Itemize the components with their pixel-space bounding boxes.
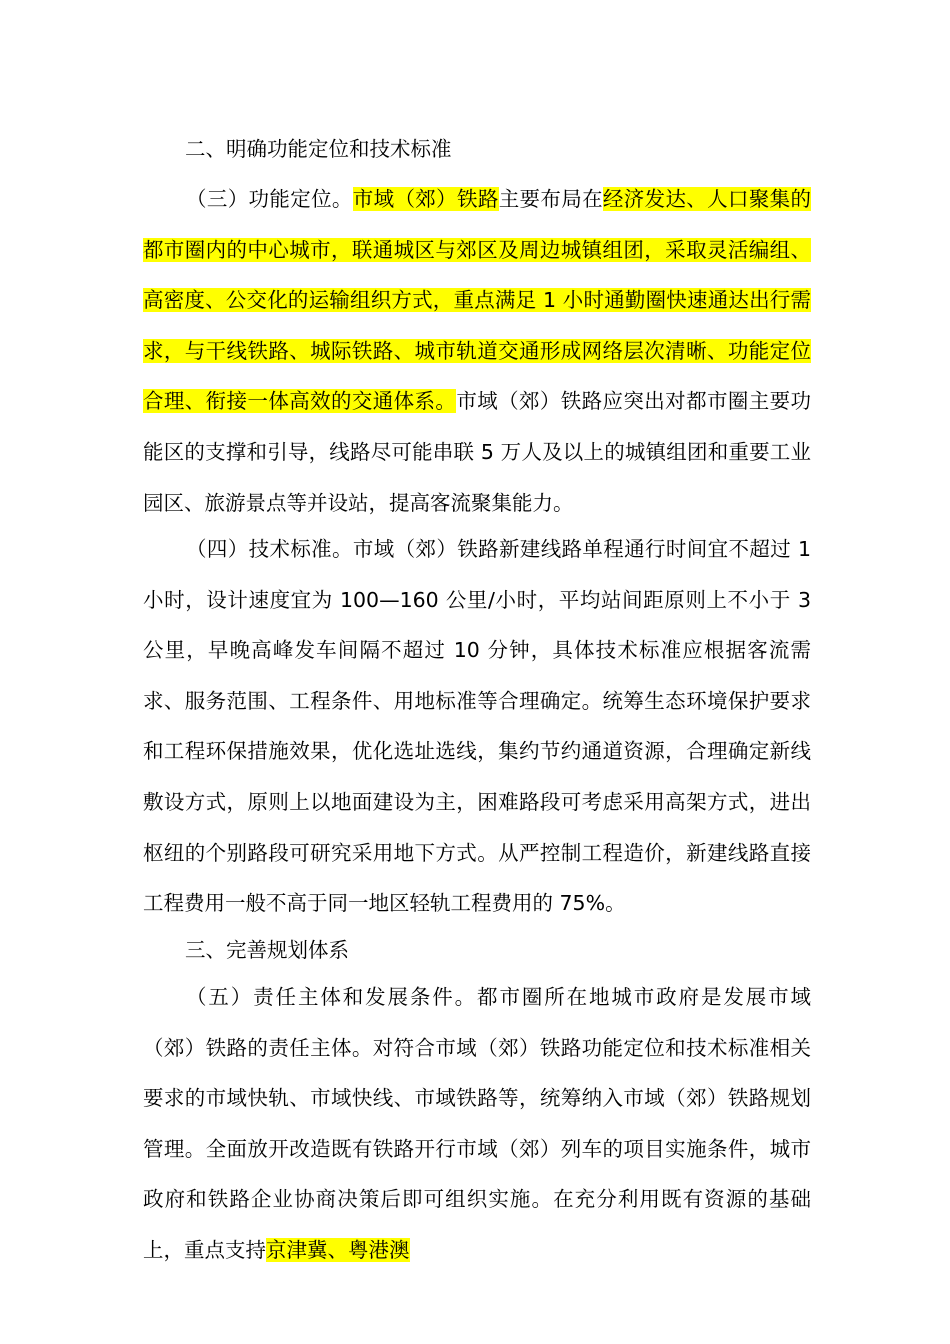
p3-highlight-2: 经济发达、人口聚集的都市圈内的中心城市，联通城区与郊区及周边城镇组团，采取灵活编组、高密度、公交化的运输组织方式，重点满足 1 小时通勤圈快速通达出行需求，与干线铁路、城际铁路、城市轨道交通形成网络层次清晰、功能定位合理、衔接一体高效的交通体系。 [143,187,812,414]
paragraph-technical-standard: （四）技术标准。市域（郊）铁路新建线路单程通行时间宜不超过 1 小时，设计速度宜为 100—160 公里/小时，平均站间距原则上不小于 3 公里，早晚高峰发车间隔不超过 10 分钟，具体技术标准应根据客流需求、服务范围、工程条件、用地标准等合理确定。统筹生态环境保护要求和工程环保措施效果，优化选址选线，集约节约通道资源，合理确定新线敷设方式，原则上以地面建设为主，困难路段可考虑采用高架方式，进出枢纽的个别路段可研究采用地下方式。从严控制工程造价，新建线路直接工程费用一般不高于同一地区轻轨工程费用的 75%。 [143,537,811,916]
p3-text-2: 市域（郊）铁路应突出对都市圈主要功能区的支撑和引导，线路尽可能串联 5 万人及以上的城镇组团和重要工业园区、旅游景点等并设站，提高客流聚集能力。 [143,389,812,515]
paragraph-responsibility [143,972,811,1276]
p5-highlight-1: 京津冀、粤港澳 [266,1237,410,1262]
section-heading-3: 三、完善规划体系 [185,938,349,962]
p3-lead: （三）功能定位。 [186,187,353,211]
p5-text: （五）责任主体和发展条件。都市圈所在地城市政府是发展市域（郊）铁路的责任主体。对符合市域（郊）铁路功能定位和技术标准相关要求的市域快轨、市域快线、市域铁路等，统筹纳入市域（郊）铁路规划管理。全面放开改造既有铁路开行市域（郊）列车的项目实施条件，城市政府和铁路企业协商决策后即可组织实施。在充分利用既有资源的基础上，重点支持 [143,985,811,1262]
section-heading-2: 二、明确功能定位和技术标准 [185,137,452,161]
p3-text-1: 主要布局在 [498,187,603,211]
paragraph-function-positioning [143,174,811,528]
p3-highlight-1: 市域（郊）铁路 [352,187,499,211]
